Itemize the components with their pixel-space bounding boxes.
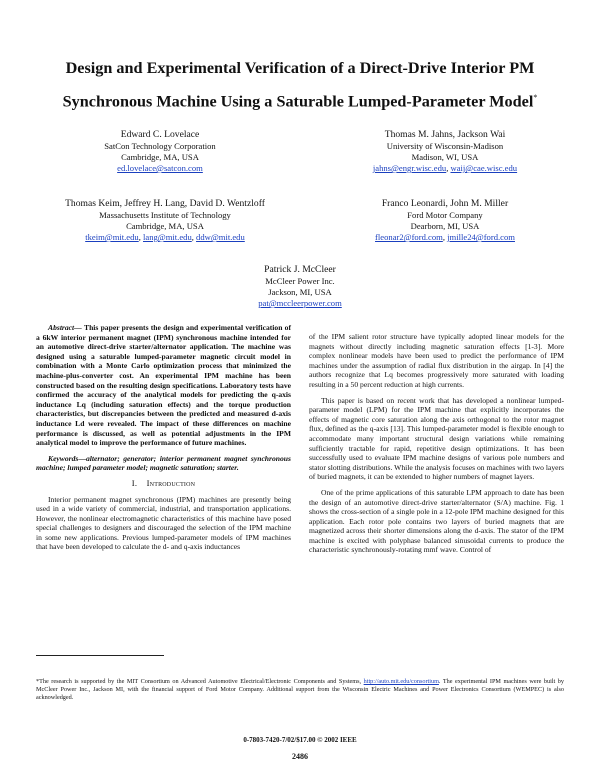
- author-name: Edward C. Lovelace: [120, 129, 200, 140]
- paper-title-line-2-text: Synchronous Machine Using a Saturable Lumped-Parameter Model: [62, 92, 534, 111]
- keywords-text: alternator; generator; interior permanent magnet synchronous machine; lumped parameter model; magnetic saturation; starter.: [36, 453, 291, 473]
- section-number: I.: [131, 477, 138, 488]
- author-name: Thomas Keim, Jeffrey H. Lang, David D. Wentzloff: [65, 198, 265, 209]
- paper-title-line-2: [40, 88, 560, 111]
- author-block-leonardi-miller: Franco Leonardi, John M. Miller Ford Motor Company Dearborn, MI, USA fleonar2@ford.com, jmille24@ford.com: [340, 197, 550, 243]
- author-affiliation: SatCon Technology Corporation: [104, 141, 216, 151]
- author-name: Patrick J. McCleer: [264, 264, 336, 275]
- paper-title-line-1: Design and Experimental Verification of a Direct-Drive Interior PM: [65, 59, 535, 77]
- right-paragraph-1: of the IPM salient rotor structure have typically adopted linear models for the magnets without directly including magnetic saturation effects [1-3]. More complex nonlinear models have been used to predict the performance of IPM machines under the assumption of radial flux distribution in the airgap. In [4] the authors recognize that Lq becomes progressively more saturated with loading resulting in a 50 percent reduction at high currents.: [309, 332, 564, 389]
- author-email-link[interactable]: jmille24@ford.com: [447, 232, 515, 242]
- author-email-link[interactable]: fleonar2@ford.com: [375, 232, 443, 242]
- author-location: Madison, WI, USA: [411, 152, 479, 162]
- author-email-link[interactable]: ed.lovelace@satcon.com: [117, 163, 203, 173]
- footnote-mark: *: [36, 678, 40, 685]
- page-number: 2486: [292, 752, 308, 761]
- footnote: [36, 678, 564, 702]
- footnote-text-a: The research is supported by the MIT Consortium on Advanced Automotive Electrical/Electronic Components and Systems,: [39, 678, 362, 685]
- author-affiliation: University of Wisconsin-Madison: [386, 141, 504, 151]
- author-location: Dearborn, MI, USA: [410, 221, 480, 231]
- abstract-label: Abstract: [48, 323, 75, 332]
- author-email-link[interactable]: jahns@engr.wisc.edu: [372, 163, 447, 173]
- author-email-link[interactable]: tkeim@mit.edu: [85, 232, 139, 242]
- section-title: Introduction: [146, 477, 196, 488]
- author-email-link[interactable]: pat@mccleerpower.com: [258, 298, 342, 308]
- keywords-label: Keywords: [48, 453, 79, 463]
- author-name: Franco Leonardi, John M. Miller: [381, 198, 509, 209]
- author-email-link[interactable]: waij@cae.wisc.edu: [450, 163, 518, 173]
- footnote-link[interactable]: http://auto.mit.edu/consortium: [363, 678, 439, 685]
- footnote-text-b: . The experimental IPM machines were built by McCleer Power Inc., Jackson MI, with the financial support of Ford Motor Company. Additional support from the Wisconsin Electric Machines and Power Electronics Consortium (WEMPEC) is also acknowledged.: [36, 678, 564, 701]
- author-affiliation: McCleer Power Inc.: [265, 276, 335, 286]
- abstract-text: This paper presents the design and experimental verification of a 6kW interior permanent magnet (IPM) synchronous machine intended for an automotive direct-drive starter/alternator application. The machine was designed using a saturable lumped-parameter magnetic circuit model in combination with a Monte Carlo optimization process that minimized the machine-plus-converter cost. An experimental IPM machine has been constructed based on the resulting design specifications. Laboratory tests have confirmed the accuracy of the analytical models for predicting the q-axis inductance Lq (including saturation effects) and the torque production characteristics, but discrepancies between the predicted and measured d-axis inductance Ld were revealed. The impact of these differences on machine performance is discussed, as well as potential adjustments in the IPM analytical model to improve the performance of future machines.: [36, 323, 291, 448]
- footnote-rule: [36, 655, 164, 656]
- right-column: [309, 332, 564, 561]
- author-block-jahns-wai: Thomas M. Jahns, Jackson Wai University of Wisconsin-Madison Madison, WI, USA jahns@engr.wisc.edu, waij@cae.wisc.edu: [330, 128, 560, 174]
- title-footnote-mark: *: [533, 93, 538, 102]
- author-affiliation: Ford Motor Company: [407, 210, 483, 220]
- keywords: Keywords—alternator; generator; interior permanent magnet synchronous machine; lumped parameter model; magnetic saturation; starter.: [36, 453, 291, 473]
- left-column: [36, 323, 291, 558]
- author-name: Thomas M. Jahns, Jackson Wai: [384, 129, 506, 140]
- section-heading-introduction: [36, 479, 291, 489]
- author-location: Jackson, MI, USA: [268, 287, 332, 297]
- right-paragraph-2: This paper is based on recent work that has developed a nonlinear lumped-parameter model (LPM) for the IPM machine that explicitly incorporates the effects of magnetic core saturation along the axis orthogonal to the rotor magnet flux, defined as the q-axis [13]. This lumped-parameter model is flexible enough to accommodate many important structural design variations while remaining sufficiently tractable for rapid, repetitive design optimizations. It has been successfully used to evaluate IPM machine designs of various pole numbers and stator slotting distributions. While the analysis focuses on machines with two layers of buried magnets, it can be extended to higher numbers of magnet layers.: [309, 395, 564, 482]
- author-location: Cambridge, MA, USA: [126, 221, 204, 231]
- author-block-keim-lang-wentzloff: Thomas Keim, Jeffrey H. Lang, David D. Wentzloff Massachusetts Institute of Technology Cambridge, MA, USA tkeim@mit.edu, lang@mit.edu, ddw@mit.edu: [20, 197, 310, 243]
- abstract: Abstract— This paper presents the design and experimental verification of a 6kW interior permanent magnet (IPM) synchronous machine intended for an automotive direct-drive starter/alternator application. The machine was designed using a saturable lumped-parameter magnetic circuit model in combination with a Monte Carlo optimization process that minimized the machine-plus-converter cost. An experimental IPM machine has been constructed based on the resulting design specifications. Laboratory tests have confirmed the accuracy of the analytical models for predicting the q-axis inductance Lq (including saturation effects) and the torque production characteristics, but discrepancies between the predicted and measured d-axis inductance Ld were revealed. The impact of these differences on machine performance is discussed, as well as potential adjustments in the IPM analytical model to improve the performance of future machines.: [36, 323, 291, 448]
- copyright-line: 0-7803-7420-7/02/$17.00 © 2002 IEEE: [243, 736, 357, 744]
- author-email-link[interactable]: lang@mit.edu: [143, 232, 192, 242]
- right-paragraph-3: One of the prime applications of this saturable LPM approach to date has been the design of an automotive direct-drive starter/alternator (S/A) machine. Fig. 1 shows the cross-section of a single pole in a 12-pole IPM machine designed for this application. Each rotor pole contains two layers of buried magnets that are magnetized across their shorter dimensions along the d-axis. The stator of the IPM machine is excited with polyphase balanced sinusoidal currents to produce the characteristic synchronously-rotating mmf wave. Control of: [309, 487, 564, 555]
- author-block-mccleer: [200, 263, 400, 309]
- intro-paragraph-1: Interior permanent magnet synchronous (IPM) machines are presently being used in a wide variety of commercial, industrial, and transportation applications. However, the nonlinear electromagnetic characteristics of this machine have posed special challenges to designers and discouraged the selection of the IPM machine in some new applications. Previous lumped-parameter models of IPM machines that have been developed to calculate the d- and q-axis inductances: [36, 494, 291, 552]
- author-block-lovelace: [60, 128, 260, 174]
- author-email-link[interactable]: ddw@mit.edu: [196, 232, 245, 242]
- author-location: Cambridge, MA, USA: [121, 152, 199, 162]
- author-affiliation: Massachusetts Institute of Technology: [99, 210, 231, 220]
